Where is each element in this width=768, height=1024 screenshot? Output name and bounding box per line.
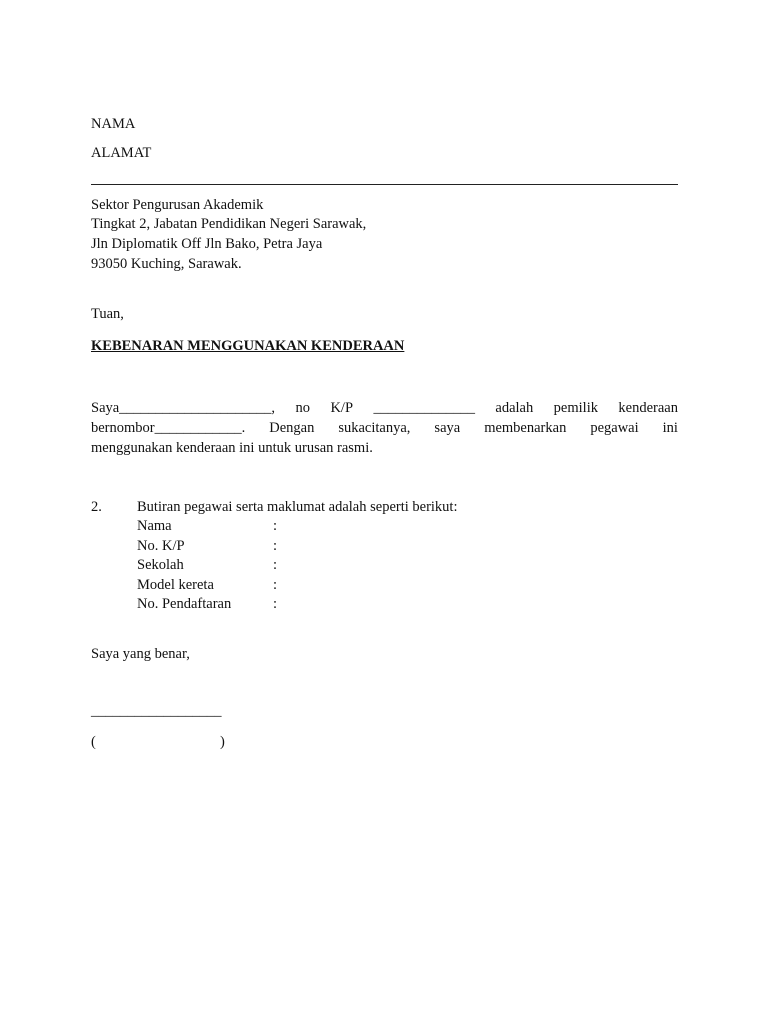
salutation: Tuan, [91,306,124,322]
field-colon: : [273,538,278,554]
word: sukacitanya, [338,420,411,436]
field-label: Model kereta [137,577,214,593]
word: membenarkan [484,420,567,436]
recipient-line: 93050 Kuching, Sarawak. [91,256,242,272]
word: ini [662,420,678,436]
recipient-line: Jln Diplomatik Off Jln Bako, Petra Jaya [91,236,323,252]
header-divider [91,184,678,185]
sender-name: NAMA [91,116,136,132]
word: no [295,400,310,416]
recipient-line: Sektor Pengurusan Akademik [91,197,264,213]
signature-paren-open: ( [91,734,96,750]
paragraph-line [91,420,678,437]
word: kenderaan [618,400,678,416]
paragraph-line [91,400,678,417]
word: bernombor____________. [91,420,246,436]
word: saya [434,420,461,436]
recipient-line: Tingkat 2, Jabatan Pendidikan Negeri Sarawak, [91,216,367,232]
field-label: No. K/P [137,538,185,554]
field-label: Sekolah [137,557,184,573]
signature-line: __________________ [91,703,222,719]
word: Dengan [269,420,315,436]
field-colon: : [273,596,278,612]
section-intro: Butiran pegawai serta maklumat adalah seperti berikut: [137,499,458,515]
word: adalah [495,400,534,416]
letter-title: KEBENARAN MENGGUNAKAN KENDERAAN [91,338,405,354]
field-colon: : [273,518,278,534]
field-colon: : [273,577,278,593]
signature-paren-close: ) [220,734,225,750]
sender-address: ALAMAT [91,145,152,161]
word: Saya_____________________, [91,400,276,416]
section-number: 2. [91,499,102,515]
word: pemilik [553,400,598,416]
field-label: Nama [137,518,172,534]
paragraph-line: menggunakan kenderaan ini untuk urusan rasmi. [91,440,373,456]
field-colon: : [273,557,278,573]
closing: Saya yang benar, [91,646,190,662]
word: K/P [330,400,354,416]
word: ______________ [373,400,475,416]
word: pegawai [590,420,639,436]
field-label: No. Pendaftaran [137,596,232,612]
